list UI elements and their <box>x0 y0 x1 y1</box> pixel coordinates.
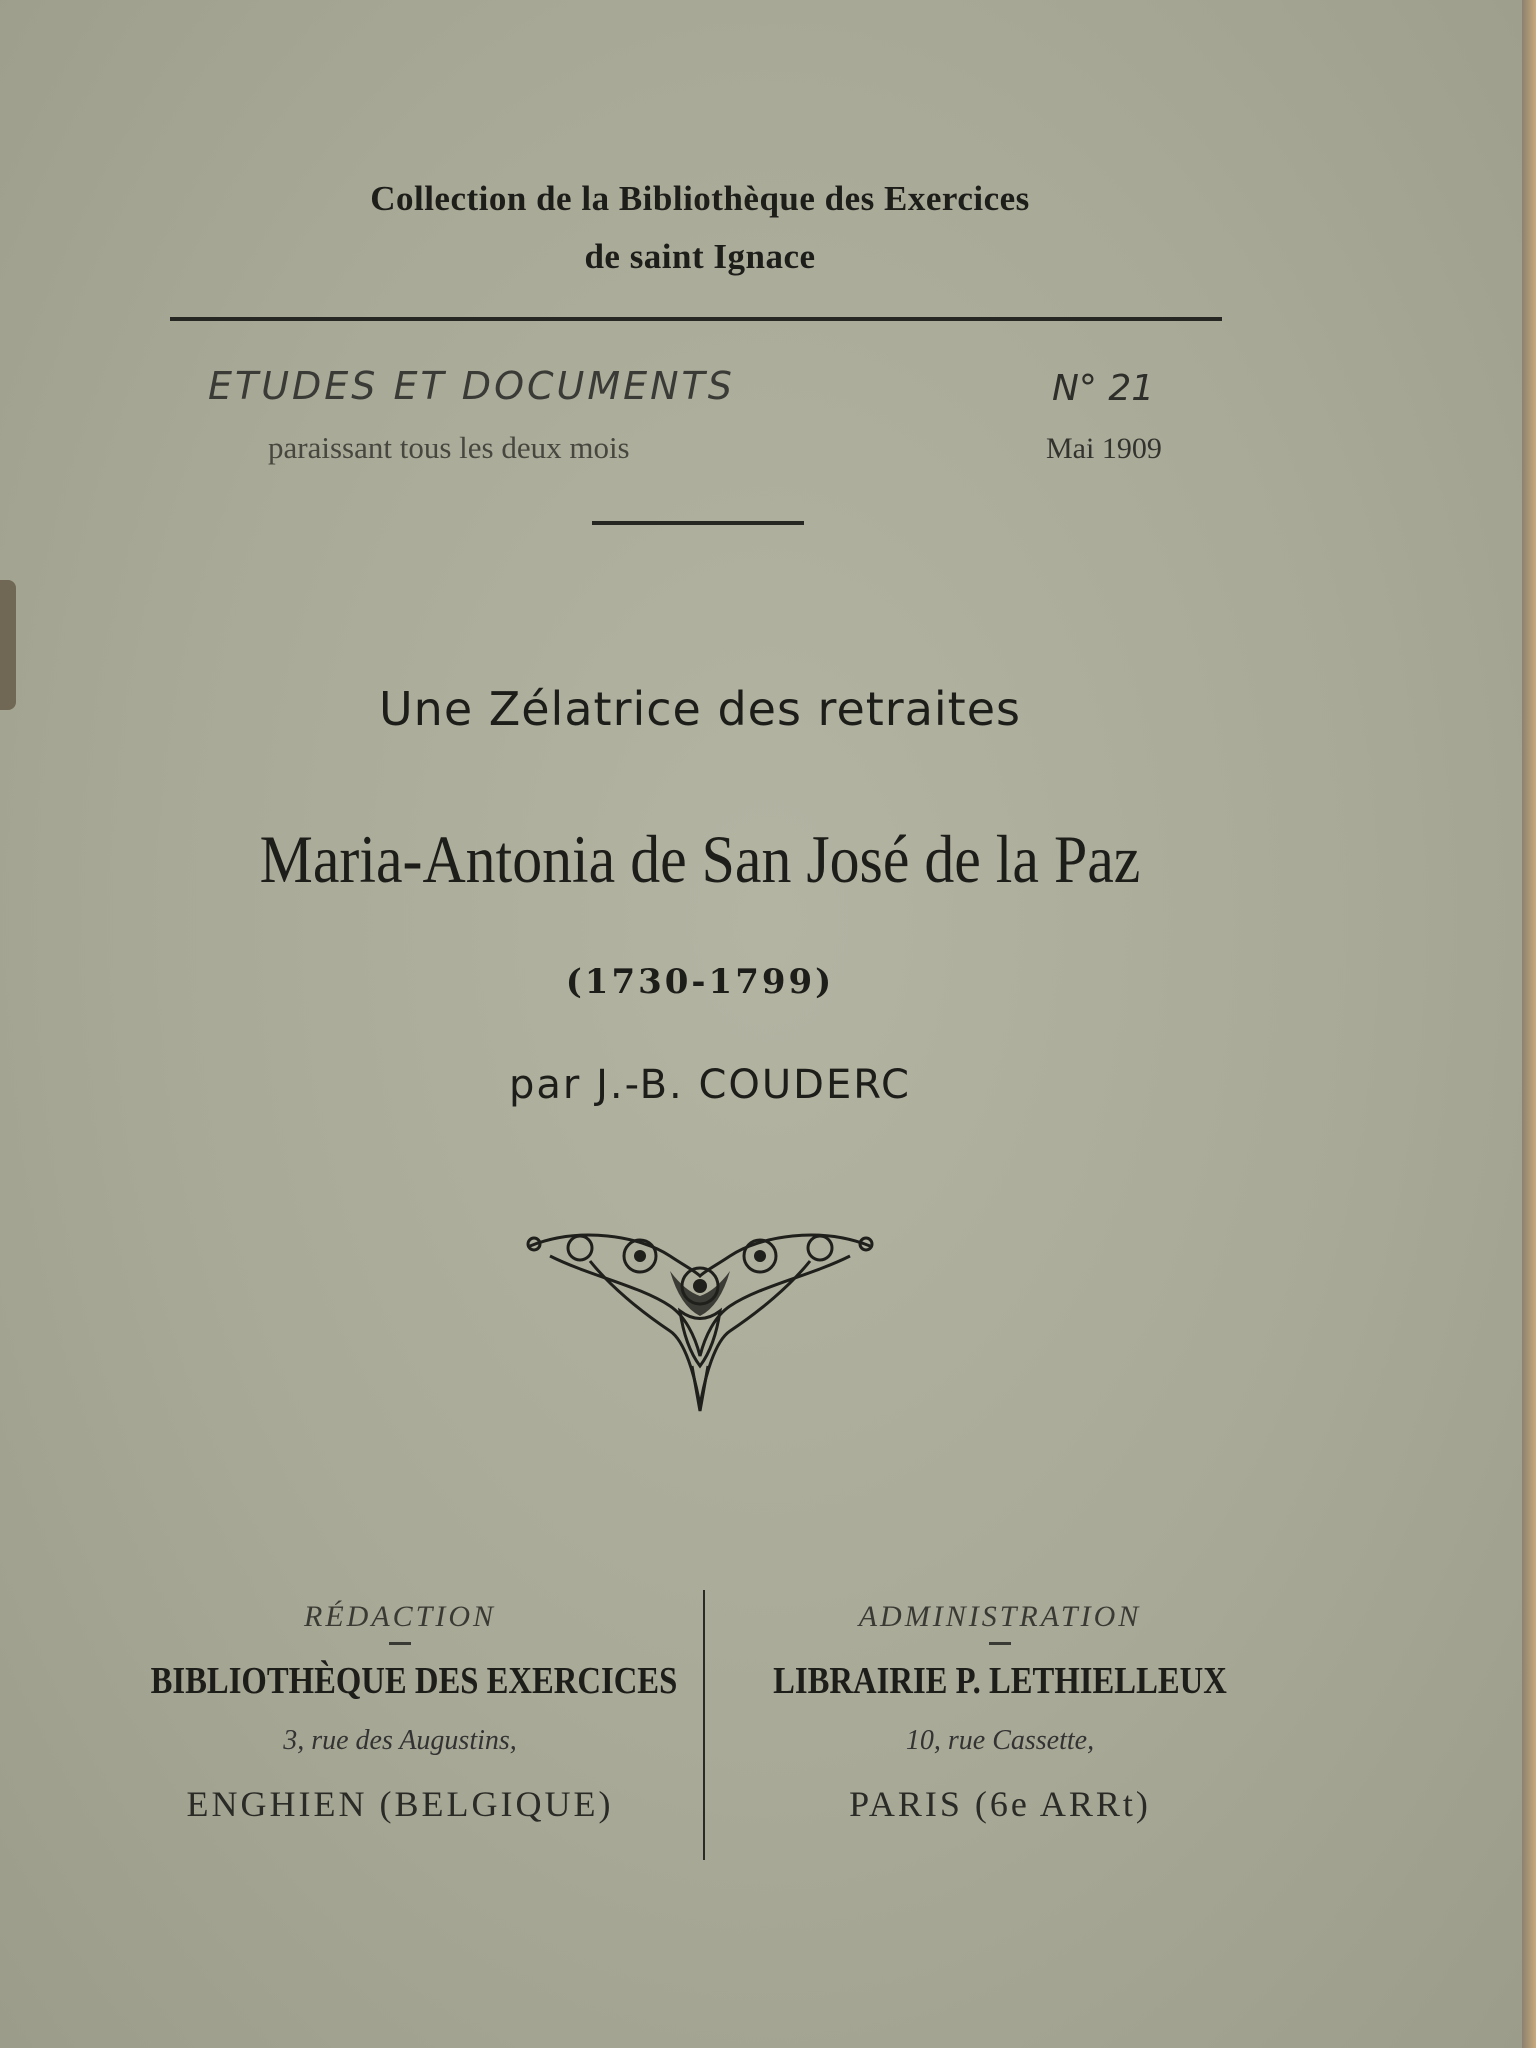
series-title: ETUDES ET DOCUMENTS <box>208 364 735 408</box>
redaction-heading: RÉDACTION <box>304 1600 496 1633</box>
administration-heading: ADMINISTRATION <box>858 1600 1142 1633</box>
ornament-vignette-icon <box>520 1216 880 1426</box>
subtitle: Une Zélatrice des retraites <box>379 682 1021 736</box>
collection-line-2: de saint Ignace <box>584 237 816 276</box>
redaction-city: ENGHIEN (BELGIQUE) <box>186 1784 614 1824</box>
heading-dash <box>989 1642 1011 1645</box>
main-title: Maria-Antonia de San José de la Paz <box>259 821 1141 897</box>
administration-name: LIBRAIRIE P. LETHIELLEUX <box>773 1660 1227 1702</box>
redaction-name: BIBLIOTHÈQUE DES EXERCICES <box>150 1660 678 1702</box>
footer-column-divider <box>703 1590 705 1860</box>
series-frequency: paraissant tous les deux mois <box>268 430 630 465</box>
collection-header <box>300 170 1100 286</box>
collection-line-1: Collection de la Bibliothèque des Exercices <box>370 179 1030 218</box>
binding-mark <box>0 580 16 710</box>
header-divider <box>170 317 1222 321</box>
heading-dash <box>389 1642 411 1645</box>
redaction-block <box>110 1600 690 1825</box>
administration-block <box>720 1600 1280 1825</box>
page-edge <box>1522 0 1536 2048</box>
short-divider <box>592 521 804 525</box>
author-line: par J.-B. COUDERC <box>509 1062 911 1108</box>
administration-city: PARIS (6e ARRt) <box>849 1784 1151 1824</box>
life-dates: (1730-1799) <box>565 962 835 1002</box>
administration-address: 10, rue Cassette, <box>905 1725 1095 1756</box>
issue-date: Mai 1909 <box>1046 432 1162 465</box>
redaction-address: 3, rue des Augustins, <box>283 1725 517 1756</box>
issue-number: N° 21 <box>1052 368 1155 409</box>
